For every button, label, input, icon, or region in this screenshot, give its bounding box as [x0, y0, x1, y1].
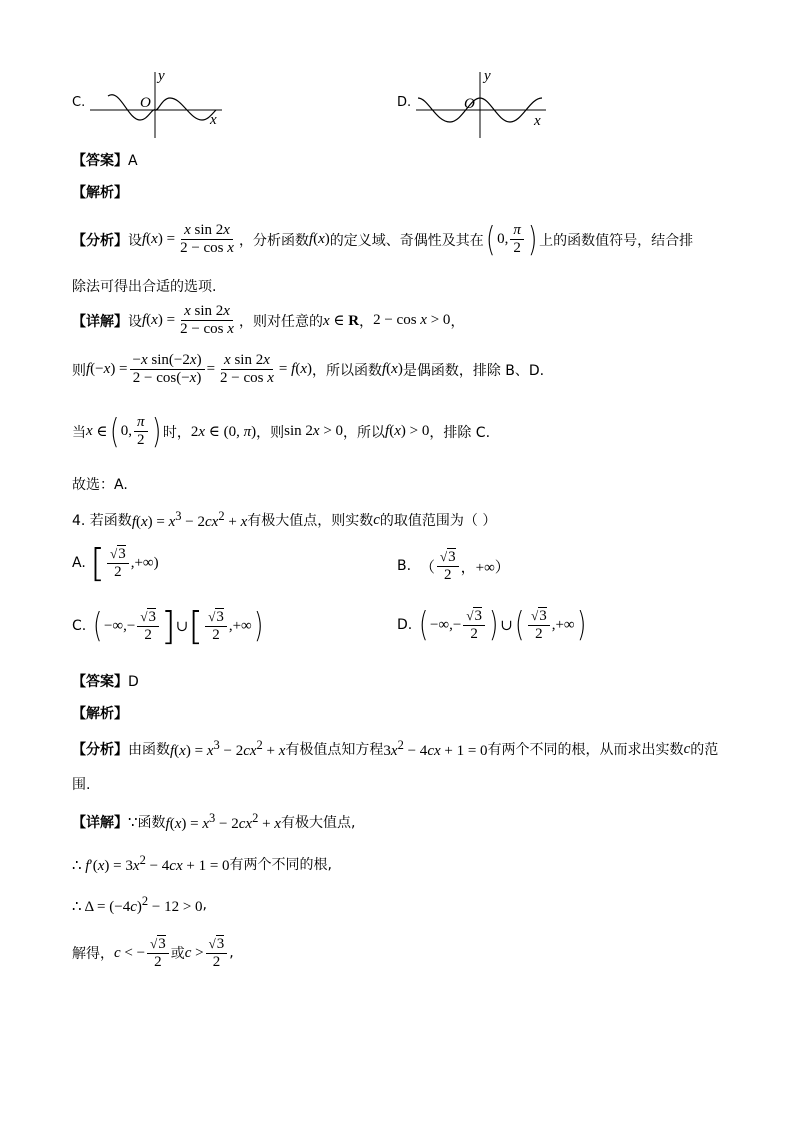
q4-analysis-tag: 【解析】: [72, 706, 128, 722]
curve: [108, 95, 216, 120]
q3-conclusion: 故选：A.: [72, 477, 128, 493]
q4-step3: ∴ $\Delta = (-4c)^2 - 12 > 0$ ,: [72, 894, 207, 915]
x-label: x: [534, 113, 541, 129]
option-c-label: C.: [72, 95, 86, 110]
q3-xiangjie: 【详解】 设 f(x) = $\frac{\text{x sin 2x}}{\text{2 − cos x}}$ ，则对任意的 x ∈ R ， 2 − cos x > 0 ，: [72, 303, 465, 338]
answer-tag: 【答案】: [72, 153, 128, 169]
q4-fenxi-line2: 围.: [72, 777, 91, 793]
origin-label: O: [464, 96, 475, 112]
q3-line4: 当 x ∈ ( 0, $\frac{\pi}{2}$ ) 时， 2x ∈ (0, π) ，则 sin 2x > 0 ，所以 f(x) > 0 ，排除 C.: [72, 411, 491, 452]
q4-stem: 4. 若函数 $f(x) = x^3 - 2cx^2 + x$ 有极大值点，则实数 c 的取值范围为（ ）: [72, 509, 497, 530]
q3-fenxi-line1: 【分析】 设 f(x) = $\frac{\text{x sin 2x}}{\text{2 − cos x}}$ ，分析函数 f(x) 的定义域、奇偶性及其在 ( 0, $\frac{\pi}{2}$ ) 上的函数值符号，结合排: [72, 219, 694, 260]
q3-analysis-tag: 【解析】: [72, 185, 128, 201]
q3-fenxi-line2: 除法可得出合适的选项.: [72, 279, 217, 295]
origin-label: O: [140, 95, 151, 111]
q4-fenxi-line1: 【分析】 由函数 $f(x) = x^3 - 2cx^2 + x$ 有极值点知方程 $3x^2 - 4cx + 1 = 0$ 有两个不同的根，从而求出实数 c 的范: [72, 738, 719, 759]
option-d-graph: [414, 68, 554, 140]
answer-value: A: [128, 153, 138, 169]
y-label: y: [484, 68, 491, 84]
q4-option-d: D. ( −∞,− $\frac{√3}{2}$ ) ∪ ( $\frac{√3}{2}$ ,+∞ ): [397, 605, 586, 646]
q4-step4: 解得， c < − $\frac{√3}{2}$ 或 c > $\frac{√3}{2}$ ,: [72, 936, 234, 971]
y-label: y: [158, 68, 165, 84]
q3-line3: 则 f(−x) = $\frac{\text{−x sin(−2x)}}{2 - \cos(-x)}$ = $\frac{\text{x sin 2x}}{\text{2 − cos x}}$ = f(x) ，所以函数 f(x) 是偶函数，排除 B、D.: [72, 352, 545, 387]
q4-option-a: A. [ $\frac{√3}{2}$ ,+∞): [72, 541, 159, 585]
x-label: x: [210, 112, 217, 128]
q4-option-b: B. （ $\frac{√3}{2}$ ，+∞）: [397, 549, 510, 584]
q4-xiangjie: 【详解】 ∵ 函数 $f(x) = x^3 - 2cx^2 + x$ 有极大值点,: [72, 811, 356, 832]
q4-answer: 【答案】D: [72, 674, 139, 690]
q3-answer: [72, 150, 138, 170]
option-c-graph: [88, 68, 228, 140]
option-d-label: D.: [397, 95, 412, 110]
q4-option-c: C. ( −∞,− $\frac{√3}{2}$ ] ∪ [ $\frac{√3}{2}$ ,+∞ ): [72, 604, 264, 648]
q4-step2: ∴ $f'(x) = 3x^2 - 4cx + 1 = 0$ 有两个不同的根,: [72, 853, 332, 874]
